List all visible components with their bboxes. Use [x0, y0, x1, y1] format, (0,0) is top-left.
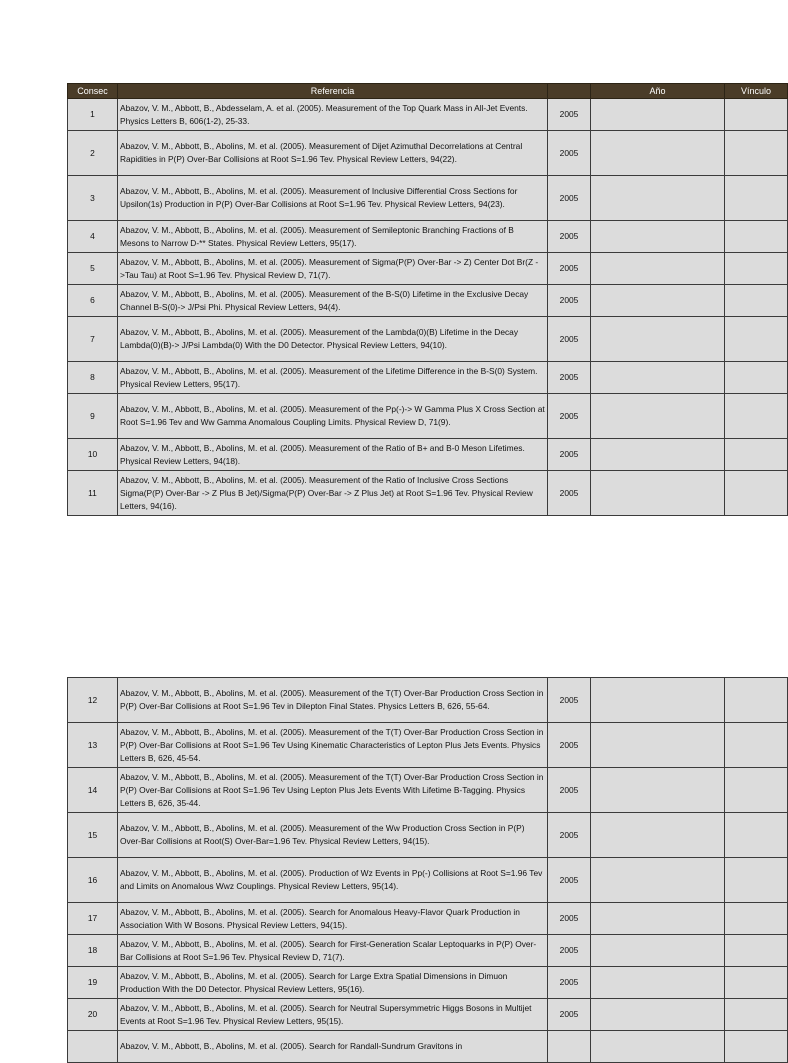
row-reference: Abazov, V. M., Abbott, B., Abolins, M. et al. (2005). Search for Anomalous Heavy-Flavor Quark Production in Association With W Bosons. Physical Review Letters, 94(15). — [118, 903, 548, 935]
row-number: 9 — [68, 394, 118, 439]
row-reference: Abazov, V. M., Abbott, B., Abolins, M. et al. (2005). Measurement of Dijet Azimuthal Decorrelations at Central Rapidities in P(P) Over-Bar Collisions at Root S=1.96 Tev. Physical Review Letters, 94(22). — [118, 131, 548, 176]
row-year: 2005 — [548, 903, 591, 935]
row-reference: Abazov, V. M., Abbott, B., Abolins, M. et al. (2005). Measurement of the Pp(-)-> W Gamma Plus X Cross Section at Root S=1.96 Tev and Ww Gamma Anomalous Coupling Limits. Physical Review D, 71(9). — [118, 394, 548, 439]
row-year: 2005 — [548, 131, 591, 176]
row-reference: Abazov, V. M., Abbott, B., Abolins, M. et al. (2005). Measurement of Inclusive Differential Cross Sections for Upsilon(1s) Production in P(P) Over-Bar Collisions at Root S=1.96 Tev. Physical Review Letters, 94(23). — [118, 176, 548, 221]
row-number: 7 — [68, 317, 118, 362]
row-number — [68, 1031, 118, 1063]
row-year: 2005 — [548, 317, 591, 362]
row-number: 18 — [68, 935, 118, 967]
row-anio-empty — [591, 678, 725, 723]
row-vinculo-empty — [725, 935, 788, 967]
row-number: 16 — [68, 858, 118, 903]
row-year: 2005 — [548, 253, 591, 285]
table-row — [68, 967, 788, 999]
row-reference: Abazov, V. M., Abbott, B., Abolins, M. et al. (2005). Search for Randall-Sundrum Gravitons in — [118, 1031, 548, 1063]
header-referencia: Referencia — [118, 84, 548, 99]
row-number: 5 — [68, 253, 118, 285]
row-reference: Abazov, V. M., Abbott, B., Abdesselam, A. et al. (2005). Measurement of the Top Quark Mass in All-Jet Events. Physics Letters B, 606(1-2), 25-33. — [118, 99, 548, 131]
row-reference: Abazov, V. M., Abbott, B., Abolins, M. et al. (2005). Measurement of the Ratio of Inclusive Cross Sections Sigma(P(P) Over-Bar -> Z Plus B Jet)/Sigma(P(P) Over-Bar -> Z Plus Jet) at Root S=1.96 Tev. Physical Review Letters, 94(16). — [118, 471, 548, 516]
row-number: 8 — [68, 362, 118, 394]
table-row — [68, 999, 788, 1031]
row-reference: Abazov, V. M., Abbott, B., Abolins, M. et al. (2005). Measurement of the T(T) Over-Bar Production Cross Section in P(P) Over-Bar Collisions at Root S=1.96 Tev in Dilepton Final States. Physics Letters B, 626, 55-64. — [118, 678, 548, 723]
row-reference: Abazov, V. M., Abbott, B., Abolins, M. et al. (2005). Search for Large Extra Spatial Dimensions in Dimuon Production With the D0 Detector. Physical Review Letters, 95(16). — [118, 967, 548, 999]
row-vinculo-empty — [725, 999, 788, 1031]
table-row — [68, 903, 788, 935]
row-number: 2 — [68, 131, 118, 176]
row-year: 2005 — [548, 723, 591, 768]
table-row — [68, 858, 788, 903]
row-anio-empty — [591, 999, 725, 1031]
header-consec: Consec — [68, 84, 118, 99]
row-year: 2005 — [548, 858, 591, 903]
row-anio-empty — [591, 1031, 725, 1063]
row-reference: Abazov, V. M., Abbott, B., Abolins, M. et al. (2005). Production of Wz Events in Pp(-) Collisions at Root S=1.96 Tev and Limits on Anomalous Wwz Couplings. Physical Review Letters, 95(14). — [118, 858, 548, 903]
row-year: 2005 — [548, 813, 591, 858]
row-anio-empty — [591, 813, 725, 858]
row-vinculo-empty — [725, 858, 788, 903]
table-row — [68, 723, 788, 768]
row-year: 2005 — [548, 967, 591, 999]
row-year: 2005 — [548, 362, 591, 394]
row-reference: Abazov, V. M., Abbott, B., Abolins, M. et al. (2005). Measurement of the Ratio of B+ and B-0 Meson Lifetimes. Physical Review Letters, 94(18). — [118, 439, 548, 471]
row-vinculo-empty — [725, 813, 788, 858]
header-vinculo: Vínculo — [725, 84, 788, 99]
table-row — [68, 768, 788, 813]
row-vinculo-empty — [725, 723, 788, 768]
row-year: 2005 — [548, 439, 591, 471]
table-row — [68, 1031, 788, 1063]
row-year: 2005 — [548, 678, 591, 723]
row-year: 2005 — [548, 176, 591, 221]
table-row — [68, 678, 788, 723]
row-reference: Abazov, V. M., Abbott, B., Abolins, M. et al. (2005). Measurement of the T(T) Over-Bar Production Cross Section in P(P) Over-Bar Collisions at Root S=1.96 Tev Using Lepton Plus Jets Events With Lifetime B-Tagging. Physics Letters B, 626, 35-44. — [118, 768, 548, 813]
row-number: 4 — [68, 221, 118, 253]
row-anio-empty — [591, 723, 725, 768]
row-number: 14 — [68, 768, 118, 813]
row-number: 13 — [68, 723, 118, 768]
table-body-2 — [68, 678, 788, 1063]
row-number: 10 — [68, 439, 118, 471]
row-reference: Abazov, V. M., Abbott, B., Abolins, M. et al. (2005). Measurement of Semileptonic Branching Fractions of B Mesons to Narrow D-** States. Physical Review Letters, 95(17). — [118, 221, 548, 253]
row-anio-empty — [591, 858, 725, 903]
row-vinculo-empty — [725, 768, 788, 813]
row-year: 2005 — [548, 471, 591, 516]
row-number: 15 — [68, 813, 118, 858]
row-number: 3 — [68, 176, 118, 221]
row-anio-empty — [591, 903, 725, 935]
row-number: 20 — [68, 999, 118, 1031]
row-year — [548, 1031, 591, 1063]
row-vinculo-empty — [725, 903, 788, 935]
row-number: 11 — [68, 471, 118, 516]
row-anio-empty — [591, 768, 725, 813]
row-number: 19 — [68, 967, 118, 999]
row-number: 6 — [68, 285, 118, 317]
row-number: 17 — [68, 903, 118, 935]
row-anio-empty — [591, 967, 725, 999]
row-year: 2005 — [548, 221, 591, 253]
row-vinculo-empty — [725, 967, 788, 999]
row-reference: Abazov, V. M., Abbott, B., Abolins, M. et al. (2005). Search for Neutral Supersymmetric Higgs Bosons in Multijet Events at Root S=1.96 Tev. Physical Review Letters, 95(15). — [118, 999, 548, 1031]
row-reference: Abazov, V. M., Abbott, B., Abolins, M. et al. (2005). Search for First-Generation Scalar Leptoquarks in P(P) Over-Bar Collisions at Root S=1.96 Tev. Physical Review D, 71(7). — [118, 935, 548, 967]
row-number: 12 — [68, 678, 118, 723]
row-reference: Abazov, V. M., Abbott, B., Abolins, M. et al. (2005). Measurement of the B-S(0) Lifetime in the Exclusive Decay Channel B-S(0)-> J/Psi Phi. Physical Review Letters, 94(4). — [118, 285, 548, 317]
row-year: 2005 — [548, 285, 591, 317]
row-year: 2005 — [548, 394, 591, 439]
row-reference: Abazov, V. M., Abbott, B., Abolins, M. et al. (2005). Measurement of the Ww Production Cross Section in P(P) Over-Bar Collisions at Root(S) Over-Bar=1.96 Tev. Physical Review Letters, 94(15). — [118, 813, 548, 858]
row-year: 2005 — [548, 768, 591, 813]
row-number: 1 — [68, 99, 118, 131]
header-anio: Año — [591, 84, 725, 99]
row-reference: Abazov, V. M., Abbott, B., Abolins, M. et al. (2005). Measurement of the T(T) Over-Bar Production Cross Section in P(P) Over-Bar Collisions at Root S=1.96 Tev Using Kinematic Characteristics of Lepton Plus Jets Events. Physics Letters B, 626, 45-54. — [118, 723, 548, 768]
row-anio-empty — [591, 935, 725, 967]
row-year: 2005 — [548, 99, 591, 131]
row-vinculo-empty — [725, 678, 788, 723]
row-year: 2005 — [548, 999, 591, 1031]
row-vinculo-empty — [725, 1031, 788, 1063]
table-row — [68, 813, 788, 858]
row-reference: Abazov, V. M., Abbott, B., Abolins, M. et al. (2005). Measurement of the Lambda(0)(B) Lifetime in the Decay Lambda(0)(B)-> J/Psi Lambda(0) With the D0 Detector. Physical Review Letters, 94(10). — [118, 317, 548, 362]
table-row — [68, 935, 788, 967]
row-reference: Abazov, V. M., Abbott, B., Abolins, M. et al. (2005). Measurement of Sigma(P(P) Over-Bar -> Z) Center Dot Br(Z ->Tau Tau) at Root S=1.96 Tev. Physical Review D, 71(7). — [118, 253, 548, 285]
row-year: 2005 — [548, 935, 591, 967]
references-table-continued — [67, 677, 788, 1063]
row-reference: Abazov, V. M., Abbott, B., Abolins, M. et al. (2005). Measurement of the Lifetime Difference in the B-S(0) System. Physical Review Letters, 95(17). — [118, 362, 548, 394]
